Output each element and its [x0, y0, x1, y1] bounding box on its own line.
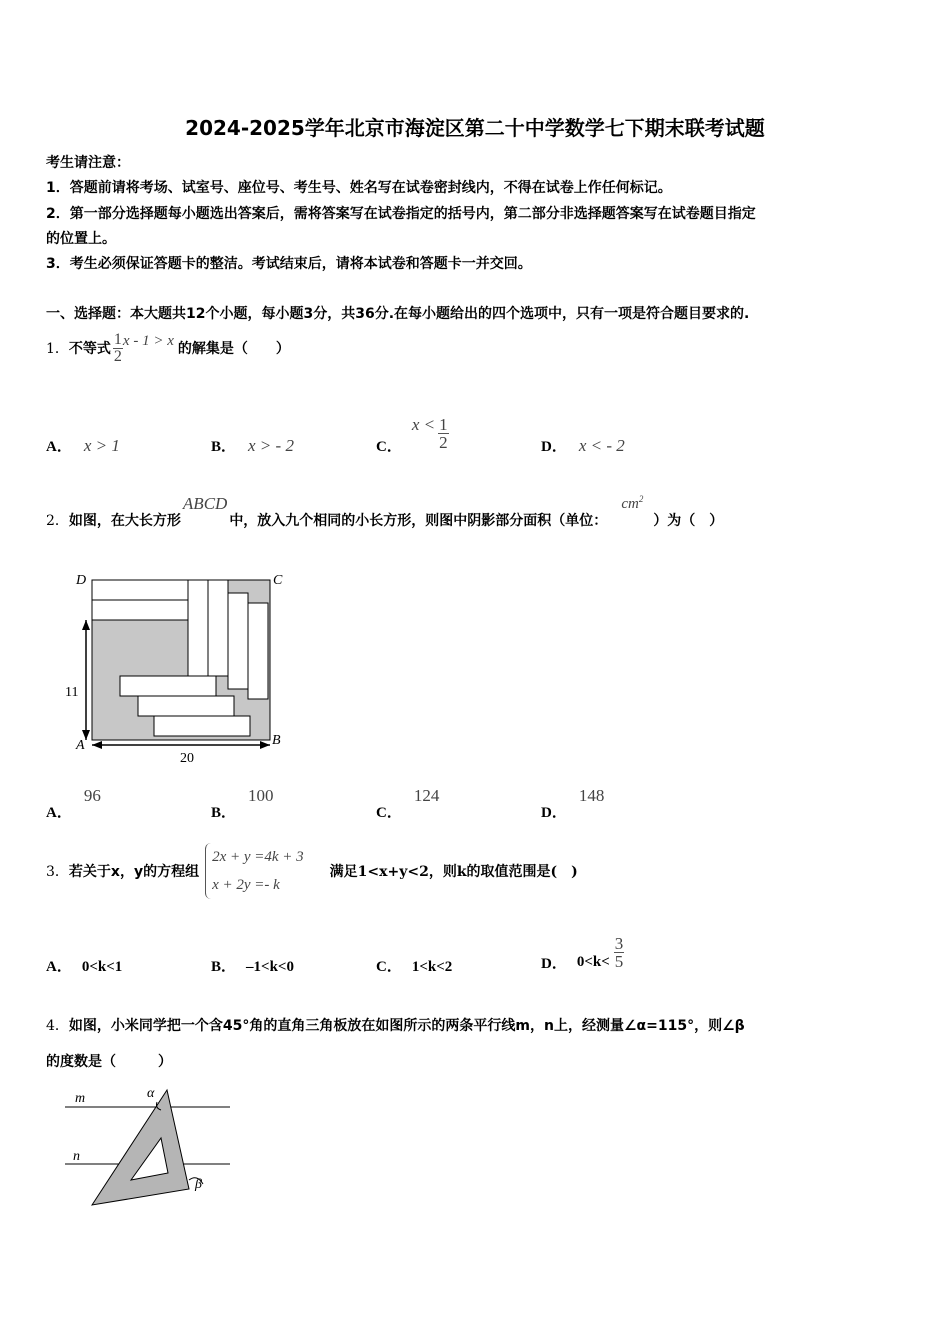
- question-2: [46, 494, 723, 530]
- q2-label-d: D: [76, 573, 87, 588]
- q4-label-m: m: [75, 1091, 86, 1106]
- question-3: [46, 842, 578, 900]
- q1-fraction: $\frac{1}{2}$: [113, 330, 122, 365]
- q3-prefix: 若关于x，y的方程组: [68, 864, 200, 880]
- notice-line-2: 2．第一部分选择题每小题选出答案后，需将答案写在试卷指定的括号内，第二部分非选择题答案写在试卷题目指定: [46, 206, 756, 222]
- q4-label-beta: β: [195, 1177, 202, 1192]
- notice-line-4: 3．考生必须保证答题卡的整洁。考试结束后，请将本试卷和答题卡一并交回。: [46, 256, 532, 272]
- q2-width-label: 20: [180, 751, 194, 766]
- q3-system: [205, 843, 304, 899]
- notice-line-1: 1．答题前请将考场、试室号、座位号、考生号、姓名写在试卷密封线内，不得在试卷上作任何标记。: [46, 180, 672, 196]
- q2-option-a[interactable]: A． 96: [46, 786, 101, 821]
- q3-option-d[interactable]: D． 0<k< $\frac{3}{5}$: [541, 933, 624, 972]
- notice-heading: 考生请注意：: [46, 155, 130, 171]
- q4-figure: [55, 1080, 245, 1220]
- question-4-line-1: 4．如图，小米同学把一个含45°角的直角三角板放在如图所示的两条平行线m，n上，经测量∠α=115°，则∠β: [46, 1018, 745, 1034]
- q2-option-b[interactable]: B． 100: [211, 786, 274, 821]
- q3-number: 3．: [46, 864, 69, 880]
- q4-label-alpha: α: [147, 1086, 155, 1101]
- q2-prefix: 如图，在大长方形: [68, 513, 181, 529]
- q3-option-b[interactable]: B． –1<k<0: [211, 959, 294, 975]
- q2-height-label: 11: [65, 685, 79, 700]
- q3-option-c[interactable]: C． 1<k<2: [376, 959, 453, 975]
- notice-line-3: 的位置上。: [46, 231, 116, 247]
- q3-equation-2: x + 2y =- k: [212, 877, 280, 893]
- q2-number: 2．: [46, 513, 69, 529]
- q2-label-c: C: [273, 573, 283, 588]
- page-title: 2024-2025学年北京市海淀区第二十中学数学七下期末联考试题: [185, 116, 765, 140]
- section-header: 一、选择题：本大题共12个小题，每小题3分，共36分.在每小题给出的四个选项中，只有一项是符合题目要求的.: [46, 306, 750, 322]
- q2-figure: [62, 568, 292, 768]
- q1-option-c[interactable]: C． x < $\frac{1}{2}$: [376, 414, 448, 455]
- q2-label-a: A: [76, 738, 85, 753]
- q1-option-b[interactable]: B． x > - 2: [211, 436, 294, 455]
- q3-equation-1: 2x + y =4k + 3: [212, 849, 304, 865]
- q1-number: 1．: [46, 341, 69, 357]
- q2-option-c[interactable]: C． 124: [376, 786, 440, 821]
- q1-suffix: 的解集是（ ）: [177, 341, 290, 357]
- q2-unit: $cm^2$: [621, 494, 644, 512]
- q1-option-d[interactable]: D． x < - 2: [541, 436, 625, 455]
- q4-label-n: n: [73, 1149, 80, 1164]
- q3-suffix: 满足1<x+y<2，则k的取值范围是( ): [329, 864, 578, 880]
- q3-option-a[interactable]: A． 0<k<1: [46, 959, 123, 975]
- q1-prefix: 不等式: [68, 341, 111, 357]
- question-4-line-2: 的度数是（ ）: [46, 1054, 172, 1070]
- q2-suffix: ）为（ ）: [653, 513, 724, 529]
- question-1: [46, 327, 290, 369]
- q2-variable: ABCD: [182, 494, 228, 513]
- q2-label-b: B: [272, 733, 281, 748]
- q1-option-a[interactable]: A． x > 1: [46, 436, 120, 455]
- q2-middle: 中，放入九个相同的小长方形，则图中阴影部分面积（单位：: [229, 513, 608, 529]
- q2-option-d[interactable]: D． 148: [541, 786, 605, 821]
- q1-expression: x - 1 > x: [122, 332, 174, 349]
